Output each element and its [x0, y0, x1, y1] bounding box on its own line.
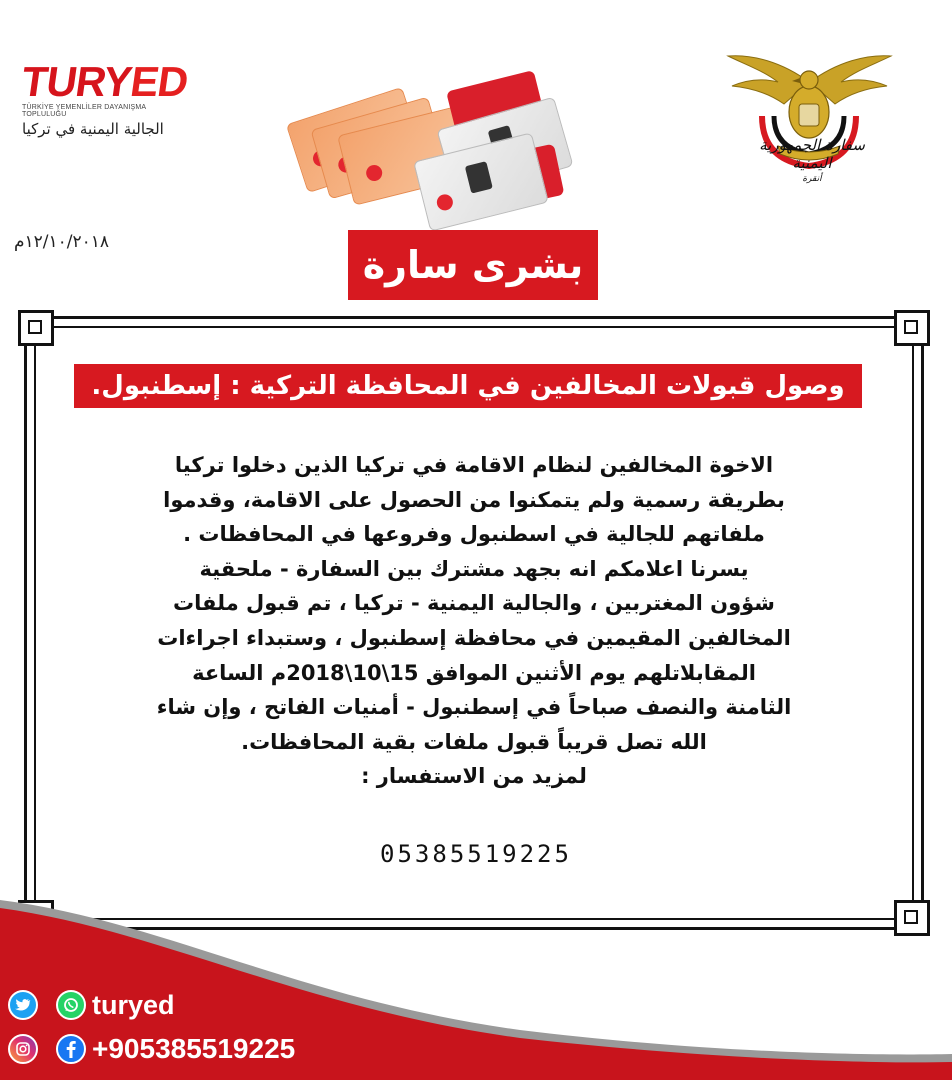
- notice-line: يسرنا اعلامكم انه بجهد مشترك بين السفارة - ملحقية: [199, 556, 749, 581]
- notice-line: بطريقة رسمية ولم يتمكنوا من الحصول على الاقامة، وقدموا: [163, 487, 785, 512]
- announcement-date: ١٢/١٠/٢٠١٨م: [14, 232, 110, 252]
- embassy-caption: سفارة الجمهورية اليمنية أنقرة: [759, 136, 865, 184]
- headline-good-news: بشرى سارة: [348, 230, 598, 300]
- notice-line: الله تصل قريباً قبول ملفات بقية المحافظات.: [241, 729, 707, 754]
- instagram-icon[interactable]: [8, 1034, 38, 1064]
- frame-corner-ornament: [18, 310, 54, 346]
- inquiry-phone-number: 05385519225: [380, 840, 572, 868]
- social-row-top: [8, 988, 175, 1022]
- logo-arabic-name: الجالية اليمنية في تركيا: [22, 120, 164, 138]
- footer-phone-number[interactable]: +905385519225: [92, 1033, 296, 1064]
- notice-line: الاخوة المخالفين لنظام الاقامة في تركيا الذين دخلوا تركيا: [174, 453, 774, 477]
- logo-wordmark: TURYED: [18, 58, 191, 105]
- social-row-bottom: [8, 1032, 295, 1066]
- whatsapp-icon[interactable]: [56, 990, 86, 1020]
- portrait-photo: [465, 161, 493, 193]
- notice-line: المقابلاتلهم يوم الأثنين الموافق 15\10\2018م الساعة: [192, 660, 756, 685]
- turkish-flag-icon: [435, 193, 454, 212]
- notice-subtitle: وصول قبولات المخالفين في المحافظة التركية : إسطنبول.: [74, 364, 862, 408]
- facebook-icon[interactable]: [56, 1034, 86, 1064]
- twitter-icon[interactable]: [8, 990, 38, 1020]
- turyed-logo: [18, 58, 192, 138]
- notice-line: المخالفين المقيمين في محافظة إسطنبول ، وستبداء اجراءات: [157, 625, 791, 650]
- turkish-flag-icon: [364, 163, 383, 182]
- notice-line: لمزيد من الاستفسار :: [361, 764, 587, 789]
- notice-line: ملفاتهم للجالية في اسطنبول وفروعها في المحافظات .: [183, 522, 765, 547]
- notice-line: الثامنة والنصف صباحاً في إسطنبول - أمنيات الفاتح ، وإن شاء: [156, 695, 792, 720]
- residence-cards-illustration: [288, 60, 548, 220]
- notice-line: شؤون المغتربين ، والجالية اليمنية - تركيا ، تم قبول ملفات: [173, 591, 775, 616]
- frame-corner-ornament: [894, 310, 930, 346]
- notice-body: [84, 448, 864, 794]
- social-handle[interactable]: turyed: [92, 989, 175, 1020]
- logo-subtitle: TÜRKİYE YEMENLİLER DAYANIŞMA TOPLULUĞU: [22, 104, 146, 118]
